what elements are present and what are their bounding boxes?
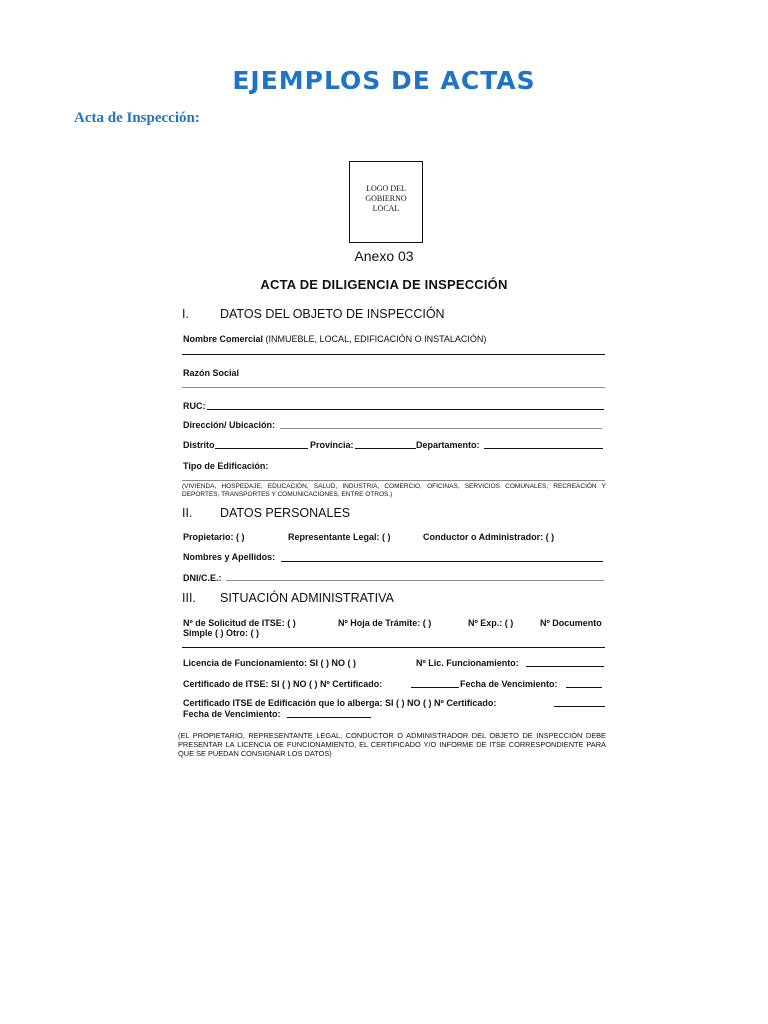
propietario-option[interactable]: Propietario: ( )	[183, 532, 245, 542]
tipo-edificacion-line[interactable]	[182, 480, 605, 481]
direccion-line[interactable]	[280, 428, 602, 429]
distrito-line[interactable]	[215, 448, 308, 449]
nombres-line[interactable]	[281, 561, 603, 562]
fecha-vencimiento-2-line[interactable]	[287, 717, 371, 718]
section-1-title: DATOS DEL OBJETO DE INSPECCIÓN	[220, 307, 445, 321]
section-3-header	[182, 591, 394, 605]
section-1-number: I.	[182, 307, 189, 321]
provincia-label: Provincia:	[310, 440, 354, 450]
logo-line-1: LOGO DEL	[366, 184, 406, 193]
hoja-tramite-option[interactable]: Nº Hoja de Trámite: ( )	[338, 618, 432, 628]
dni-line[interactable]	[226, 580, 604, 581]
conductor-option[interactable]: Conductor o Administrador: ( )	[423, 532, 555, 542]
representante-option[interactable]: Representante Legal: ( )	[288, 532, 391, 542]
section-1-header	[182, 307, 445, 321]
annex-label: Anexo 03	[354, 248, 414, 264]
provincia-line[interactable]	[355, 448, 416, 449]
section-2-number: II.	[182, 506, 193, 520]
section-2-title: DATOS PERSONALES	[220, 506, 351, 520]
departamento-line[interactable]	[484, 448, 603, 449]
ruc-line[interactable]	[207, 409, 604, 410]
fecha-vencimiento-label: Fecha de Vencimiento:	[460, 679, 558, 689]
tipo-edificacion-hint: (VIVIENDA, HOSPEDAJE, EDUCACIÓN, SALUD, INDUSTRIA, COMERCIO, OFICINAS, SERVICIOS COMUNALES, RECREACIÓN Y DEPORTES, TRANSPORTES Y COMUNICACIONES, ENTRE OTROS.)	[182, 483, 606, 498]
nombre-comercial-label	[183, 334, 486, 344]
logo-placeholder	[349, 161, 423, 243]
nombres-label: Nombres y Apellidos:	[183, 552, 276, 562]
footer-note: (EL PROPIETARIO, REPRESENTANTE LEGAL, CONDUCTOR O ADMINISTRADOR DEL OBJETO DE INSPECCIÓN DEBE PRESENTAR LA LICENCIA DE FUNCIONAMIENTO, EL CERTIFICADO Y/O INFORME DE ITSE CORRESPONDIENTE PARA QUE SE PUEDAN CONSIGNAR LOS DATOS)	[178, 731, 606, 758]
solicitud-option[interactable]: Nº de Solicitud de ITSE: ( )	[183, 618, 296, 628]
licencia-option[interactable]: Licencia de Funcionamiento: SI ( ) NO ( )	[183, 658, 357, 668]
nro-certificado-line[interactable]	[411, 687, 459, 688]
dni-label: DNI/C.E.:	[183, 573, 222, 583]
fecha-vencimiento-line[interactable]	[566, 687, 602, 688]
nombre-comercial-hint: (INMUEBLE, LOCAL, EDIFICACIÓN O INSTALACIÓN)	[265, 334, 487, 344]
direccion-label: Dirección/ Ubicación:	[183, 420, 276, 430]
form-title: ACTA DE DILIGENCIA DE INSPECCIÓN	[260, 277, 508, 292]
situacion-line[interactable]	[182, 647, 605, 648]
nombre-comercial-text: Nombre Comercial	[183, 334, 264, 344]
nro-licencia-line[interactable]	[526, 666, 604, 667]
logo-line-2: GOBIERNO	[365, 194, 407, 203]
fecha-vencimiento-2-label: Fecha de Vencimiento:	[183, 709, 281, 719]
razon-social-label: Razón Social	[183, 368, 240, 378]
documento-label: Nº Documento	[540, 618, 602, 628]
section-3-number: III.	[182, 591, 196, 605]
simple-otro-option[interactable]: Simple ( ) Otro: ( )	[183, 628, 259, 638]
distrito-label: Distrito	[183, 440, 215, 450]
section-3-title: SITUACIÓN ADMINISTRATIVA	[220, 591, 394, 605]
logo-line-3: LOCAL	[372, 204, 400, 213]
section-2-header	[182, 506, 350, 520]
nro-certificado-edif-line[interactable]	[554, 706, 605, 707]
nombre-comercial-line[interactable]	[182, 354, 605, 355]
expediente-option[interactable]: Nº Exp.: ( )	[468, 618, 514, 628]
certificado-edificacion-option[interactable]: Certificado ITSE de Edificación que lo alberga: SI ( ) NO ( ) Nº Certificado:	[183, 698, 497, 708]
departamento-label: Departamento:	[416, 440, 480, 450]
nro-licencia-label: Nº Lic. Funcionamiento:	[416, 658, 519, 668]
razon-social-line[interactable]	[182, 387, 605, 388]
page-title: EJEMPLOS DE ACTAS	[232, 66, 536, 95]
subtitle: Acta de Inspección:	[74, 110, 200, 126]
certificado-itse-option[interactable]: Certificado de ITSE: SI ( ) NO ( ) Nº Certificado:	[183, 679, 383, 689]
tipo-edificacion-label: Tipo de Edificación:	[183, 461, 269, 471]
ruc-label: RUC:	[183, 401, 206, 411]
